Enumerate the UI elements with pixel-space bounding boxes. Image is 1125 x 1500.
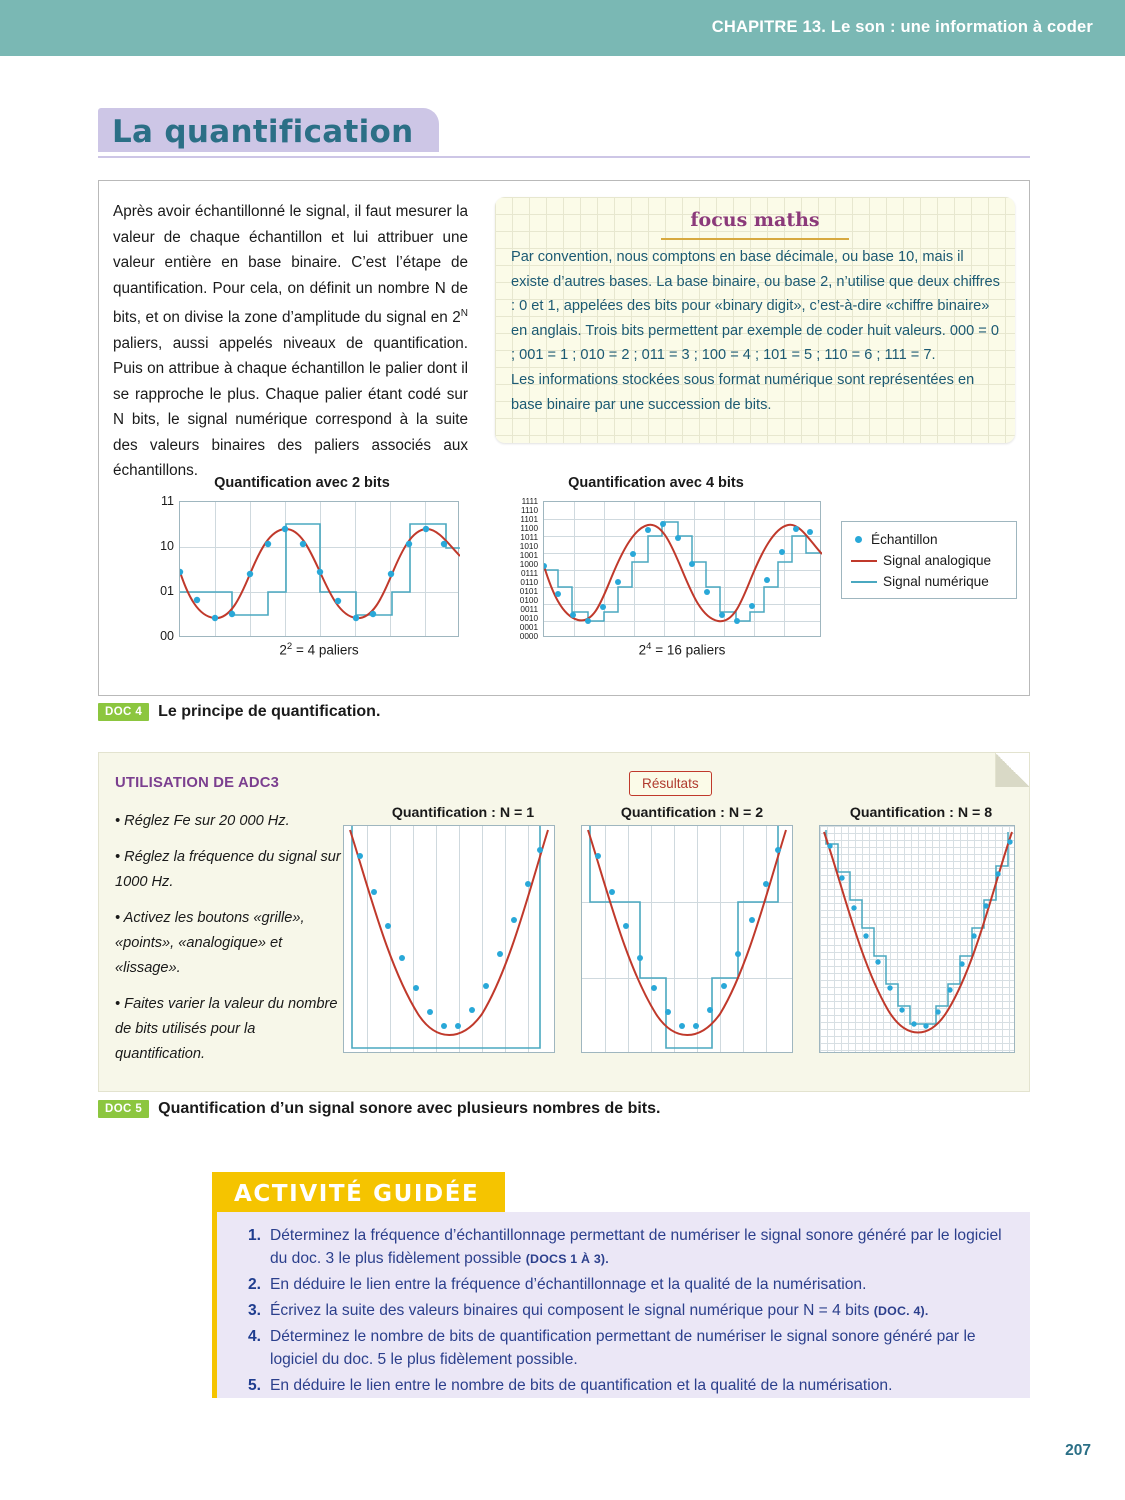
doc4-caption-row xyxy=(98,703,380,721)
section-title-tab xyxy=(98,108,439,152)
doc5-caption: Quantification d’un signal sonore avec plusieurs nombres de bits. xyxy=(158,1100,661,1117)
chart-4bits-ytick-3: 1100 xyxy=(520,524,538,533)
mini-chart-title-1: Quantification : N = 2 xyxy=(620,805,764,821)
chart-title-2bits: Quantification avec 2 bits xyxy=(214,475,390,491)
activity-item-text xyxy=(261,1374,892,1398)
mini-chart-title-0: Quantification : N = 1 xyxy=(391,805,535,821)
chart-4bits-ytick-0: 1111 xyxy=(521,497,538,506)
cap4-exp: 4 xyxy=(646,641,652,652)
doc4-tag: DOC 4 xyxy=(98,703,149,721)
activity-body xyxy=(212,1212,1030,1398)
chart-2bits-ytick-2: 01 xyxy=(160,584,174,598)
activity-item-body: En déduire le lien entre le nombre de bits de quantification et la qualité de la numérisation. xyxy=(270,1377,893,1394)
chart-4bits-ytick-14: 0001 xyxy=(519,623,538,632)
chart-2bits-plot xyxy=(160,494,459,643)
chart-4bits-ytick-1: 1110 xyxy=(521,506,538,515)
cap4-base: 2 xyxy=(638,642,647,658)
chart-4bits-ytick-6: 1001 xyxy=(519,551,538,560)
legend-label-0: Échantillon xyxy=(871,532,938,547)
chart-4bits-ytick-15: 0000 xyxy=(519,632,538,641)
activity-item-number: 2. xyxy=(247,1276,261,1293)
mini-chart-n8-curves xyxy=(820,826,1016,1054)
chart-4bits-ytick-4: 1011 xyxy=(520,533,538,542)
chart-4bits-ytick-9: 0110 xyxy=(520,578,538,587)
activity-item-number: 1. xyxy=(247,1227,261,1244)
chart-4bits-plot xyxy=(519,497,821,641)
doc4-panel xyxy=(98,180,1030,696)
header-title xyxy=(712,18,1093,37)
doc5-steps xyxy=(115,809,341,1078)
chart-4bits-ytick-2: 1101 xyxy=(520,515,538,524)
activity-item-body: Écrivez la suite des valeurs binaires qui composent le signal numérique pour N = 4 bits xyxy=(270,1302,874,1319)
activity-item-number: 4. xyxy=(247,1328,261,1345)
legend-item-echantillon xyxy=(851,529,1007,550)
activity-tab-label: ACTIVITÉ GUIDÉE xyxy=(234,1180,480,1207)
activity-item-body: En déduire le lien entre la fréquence d’échantillonnage et la qualité de la numérisation. xyxy=(270,1276,867,1293)
chart-2bits-curves xyxy=(180,502,460,638)
activity-item-text xyxy=(261,1325,1015,1372)
chart-4bits-ytick-12: 0011 xyxy=(520,605,538,614)
chart-quantification-2-bits xyxy=(137,475,467,665)
doc5-tag: DOC 5 xyxy=(98,1100,149,1118)
chart-4bits-ytick-11: 0100 xyxy=(519,596,538,605)
section-title-block xyxy=(98,108,1030,160)
cap-base: 2 xyxy=(279,642,287,658)
chart-4bits-ytick-7: 1000 xyxy=(519,560,538,569)
mini-chart-title-2: Quantification : N = 8 xyxy=(849,805,993,821)
doc5-panel xyxy=(98,752,1030,1092)
chart-quantification-4-bits xyxy=(491,475,821,665)
legend-label-2: Signal numérique xyxy=(883,574,989,589)
doc5-step-1: • Réglez la fréquence du signal sur 1000 Hz. xyxy=(115,849,341,890)
activity-item xyxy=(235,1374,1015,1398)
activity-item-number: 5. xyxy=(247,1377,261,1394)
page-number: 207 xyxy=(1065,1442,1091,1459)
legend-item-signal-numerique xyxy=(851,571,1007,592)
activity-item-body: Déterminez la fréquence d’échantillonnage permettant de numériser le signal sonore généré par le logiciel du doc. 3 le plus fidèlement possible xyxy=(270,1227,1002,1267)
activity-item-number: 3. xyxy=(247,1302,261,1319)
focus-maths-box xyxy=(495,197,1015,443)
doc4-caption: Le principe de quantification. xyxy=(158,703,381,720)
activity-item-text xyxy=(261,1299,929,1323)
page-header xyxy=(0,0,1125,56)
doc5-step-0: • Réglez Fe sur 20 000 Hz. xyxy=(115,813,290,829)
cap-rest: = 4 paliers xyxy=(292,642,359,658)
analog-line-icon xyxy=(851,560,877,562)
activity-item-body: Déterminez le nombre de bits de quantification permettant de numériser le signal sonore généré par le logiciel du doc. 5 le plus fidèlement possible. xyxy=(270,1328,976,1368)
header-chapter-number: CHAPITRE 13. xyxy=(711,18,827,36)
doc5-caption-row xyxy=(98,1100,660,1118)
doc5-step-3: • Faites varier la valeur du nombre de bits utilisés pour la quantification. xyxy=(115,996,338,1062)
legend-label-1: Signal analogique xyxy=(883,553,992,568)
chart-4bits-ytick-10: 0101 xyxy=(519,587,538,596)
cap-exp: 2 xyxy=(286,641,293,652)
section-title-rule xyxy=(98,156,1030,158)
cap4-rest: = 16 paliers xyxy=(651,642,726,658)
page-fold-decoration xyxy=(995,753,1029,787)
mini-chart-n1 xyxy=(343,825,555,1053)
activity-item-ref: (DOC. 4). xyxy=(873,1304,929,1318)
chart-legend xyxy=(841,521,1017,599)
activity-item-text xyxy=(261,1224,1015,1271)
activity-tab xyxy=(212,1172,505,1212)
chart-2bits-ytick-3: 00 xyxy=(160,629,174,643)
chart-4bits-ytick-13: 0010 xyxy=(519,614,538,623)
page-title: La quantification xyxy=(112,114,414,150)
resultats-badge: Résultats xyxy=(629,771,712,796)
activity-item xyxy=(235,1273,1015,1297)
mini-chart-n1-curves xyxy=(344,826,556,1054)
chart-4bits-curves xyxy=(544,502,822,638)
doc5-heading: UTILISATION DE ADC3 xyxy=(115,775,280,791)
activity-item xyxy=(235,1224,1015,1271)
chart-4bits-caption xyxy=(543,641,821,658)
focus-maths-body: Par convention, nous comptons en base décimale, ou base 10, mais il existe d’autres bases. La base binaire, ou base 2, n’utilise que deux chiffres : 0 et 1, appelées des bits pour «binary digit», c’est-à-dire «chiffre binaire» en anglais. Trois bits permettent par exemple de coder huit valeurs. 000 = 0 ; 001 = 1 ; 010 = 2 ; 011 = 3 ; 100 = 4 ; 101 = 5 ; 110 = 6 ; 111 = 7. Les informations stockées sous format numérique sont représentées en base binaire par une succession de bits. xyxy=(511,249,1000,413)
doc4-paragraph: Après avoir échantillonné le signal, il faut mesurer la valeur de chaque échantillon et lui attribuer une valeur entière en base binaire. C’est l’étape de quantification. Pour cela, on définit un nombre N de bits, et on divise la zone d’amplitude du signal en $2^N$ paliers, aussi appelés niveaux de quantification. Puis on attribue à chaque échantillon le palier dont il se rapproche le plus. Chaque palier étant codé sur N bits, le signal numérique correspond à la suite des valeurs binaires des paliers associés aux échantillons. xyxy=(113,203,468,480)
digital-line-icon xyxy=(851,581,877,583)
chart-2bits-caption xyxy=(179,641,459,658)
header-chapter-title: Le son : une information à coder xyxy=(830,18,1093,36)
chart-4bits-ytick-5: 1010 xyxy=(519,542,538,551)
mini-chart-n2 xyxy=(581,825,793,1053)
activity-item xyxy=(235,1325,1015,1372)
mini-chart-n8 xyxy=(819,825,1015,1053)
legend-item-signal-analogique xyxy=(851,550,1007,571)
sample-dot-icon xyxy=(855,536,862,543)
focus-title-underline xyxy=(661,238,849,240)
chart-4bits-ytick-8: 0111 xyxy=(521,569,538,578)
activity-block xyxy=(200,1172,1030,1398)
activity-item-ref: (DOCS 1 À 3). xyxy=(525,1252,609,1266)
mini-chart-n2-curves xyxy=(582,826,794,1054)
chart-2bits-ytick-1: 10 xyxy=(160,539,174,553)
doc5-step-2: • Activez les boutons «grille», «points», «analogique» et «lissage». xyxy=(115,910,305,976)
chart-2bits-ytick-0: 11 xyxy=(161,494,174,508)
chart-title-4bits: Quantification avec 4 bits xyxy=(568,475,744,491)
focus-maths-title: focus maths xyxy=(690,209,820,231)
activity-item xyxy=(235,1299,1015,1323)
activity-item-text xyxy=(261,1273,866,1297)
